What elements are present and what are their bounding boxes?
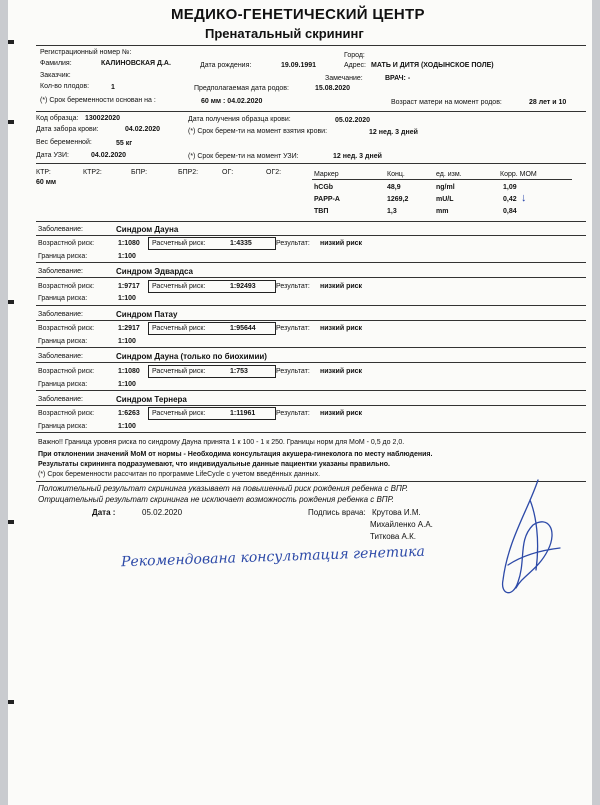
risk-limit-label: Граница риска:: [38, 253, 88, 260]
marker-mom: 0,84: [503, 208, 517, 215]
age-risk-label: Возрастной риск:: [38, 368, 95, 375]
due-date-value: 15.08.2020: [315, 85, 351, 92]
blood-draw-value: 04.02.2020: [125, 126, 161, 133]
marker-unit: mm: [436, 208, 449, 215]
risk-limit-value: 1:100: [118, 253, 136, 260]
fetus-count-label: Кол-во плодов:: [40, 83, 90, 90]
report-title: МЕДИКО-ГЕНЕТИЧЕСКИЙ ЦЕНТР: [171, 6, 425, 23]
ga-basis-value: 60 мм : 04.02.2020: [201, 98, 263, 105]
positive-result-note: Положительный результат скрининга указывает на повышенный риск рождения ребенка с ВПР.: [38, 484, 409, 493]
divider: [36, 277, 586, 278]
unit-header: ед. изм.: [436, 171, 462, 178]
calc-risk-label: Расчетный риск:: [152, 368, 206, 375]
marker-unit: mU/L: [436, 196, 454, 203]
age-risk-label: Возрастной риск:: [38, 325, 95, 332]
weight-value: 55 кг: [116, 140, 133, 147]
age-risk-label: Возрастной риск:: [38, 283, 95, 290]
address-value: МАТЬ И ДИТЯ (ХОДЫНСКОЕ ПОЛЕ): [371, 62, 494, 69]
low-flag-arrow-icon: ↓: [521, 192, 527, 204]
age-risk-value: 1:6263: [118, 410, 140, 417]
disease-label: Заболевание:: [38, 353, 83, 360]
divider: [36, 221, 586, 222]
age-risk-label: Возрастной риск:: [38, 240, 95, 247]
divider: [36, 362, 586, 363]
scan-edge-mark: [8, 40, 14, 44]
disease-name: Синдром Дауна (только по биохимии): [116, 352, 267, 361]
handwritten-recommendation: Рекомендована консультация генетика: [120, 543, 426, 571]
divider: [36, 45, 586, 46]
divider: [36, 305, 586, 306]
risk-limit-value: 1:100: [118, 295, 136, 302]
ktr-value: 60 мм: [36, 179, 57, 186]
bpr-label: БПР:: [131, 169, 148, 176]
calc-risk-label: Расчетный риск:: [152, 410, 206, 417]
sample-code-value: 130022020: [85, 115, 121, 122]
disease-label: Заболевание:: [38, 226, 83, 233]
blood-draw-label: Дата забора крови:: [36, 126, 99, 133]
calc-risk-label: Расчетный риск:: [152, 283, 206, 290]
customer-label: Заказчик:: [40, 72, 71, 79]
divider: [36, 320, 586, 321]
calc-risk-value: 1:753: [230, 368, 248, 375]
remark-label: Замечание:: [325, 75, 363, 82]
disease-label: Заболевание:: [38, 268, 83, 275]
marker-mom: 0,42: [503, 196, 517, 203]
mom-header: Корр. МОМ: [500, 171, 537, 178]
divider: [36, 405, 586, 406]
result-value: низкий риск: [320, 283, 363, 290]
doctor-3: Титкова А.К.: [370, 532, 416, 541]
scan-edge-mark: [8, 520, 14, 524]
negative-result-note: Отрицательный результат скрининга не исключает возможность рождения ребенка с ВПР.: [38, 495, 394, 504]
deviation-note: При отклонении значений МоМ от нормы - Необходима консультация акушера-гинеколога по месту наблюдения.: [38, 451, 433, 458]
risk-limit-label: Граница риска:: [38, 295, 88, 302]
calc-risk-label: Расчетный риск:: [152, 325, 206, 332]
reg-number-label: Регистрационный номер №:: [40, 49, 132, 56]
og-label: ОГ:: [222, 169, 234, 176]
divider: [36, 111, 586, 112]
marker-table-divider: [312, 179, 572, 180]
risk-limit-value: 1:100: [118, 381, 136, 388]
marker-conc: 1269,2: [387, 196, 409, 203]
calc-risk-value: 1:4335: [230, 240, 252, 247]
age-risk-value: 1:9717: [118, 283, 140, 290]
age-risk-value: 1:1080: [118, 368, 140, 375]
date-value: 05.02.2020: [142, 508, 183, 517]
result-value: низкий риск: [320, 240, 363, 247]
doctor-value: ВРАЧ: -: [385, 75, 411, 82]
ga-draw-value: 12 нед. 3 дней: [369, 129, 418, 136]
divider: [36, 163, 586, 164]
ultrasound-date-label: Дата УЗИ:: [36, 152, 69, 159]
risk-limit-value: 1:100: [118, 338, 136, 345]
surname-label: Фамилия:: [40, 60, 72, 67]
doctor-2: Михайленко А.А.: [370, 520, 433, 529]
risk-limit-value: 1:100: [118, 423, 136, 430]
date-label: Дата :: [92, 508, 116, 517]
risk-limit-label: Граница риска:: [38, 338, 88, 345]
calc-risk-value: 1:95644: [230, 325, 256, 332]
sample-code-label: Код образца:: [36, 115, 79, 122]
ktr2-label: КТР2:: [83, 169, 102, 176]
fetus-count-value: 1: [111, 84, 115, 91]
lifecycle-note: (*) Срок беременности рассчитан по программе LifeCycle с учетом введённых данных.: [38, 471, 321, 478]
doctor-1: Крутова И.М.: [372, 508, 421, 517]
weight-label: Вес беременной:: [36, 139, 92, 146]
marker-name: hCGb: [314, 184, 334, 191]
result-label: Результат:: [276, 283, 310, 290]
result-label: Результат:: [276, 368, 310, 375]
age-risk-value: 1:2917: [118, 325, 140, 332]
calc-risk-value: 1:11961: [230, 410, 256, 417]
ultrasound-date-value: 04.02.2020: [91, 152, 127, 159]
accuracy-note: Результаты скрининга подразумевают, что индивидуальные данные пациентки указаны правильно.: [38, 461, 390, 468]
age-risk-value: 1:1080: [118, 240, 140, 247]
divider: [36, 347, 586, 348]
risk-limit-label: Граница риска:: [38, 381, 88, 388]
risk-limit-label: Граница риска:: [38, 423, 88, 430]
sample-received-label: Дата получения образца крови:: [188, 116, 291, 123]
marker-name: PAPP-A: [314, 196, 340, 203]
due-date-label: Предполагаемая дата родов:: [194, 85, 289, 92]
ktr-label: КТР:: [36, 169, 51, 176]
marker-mom: 1,09: [503, 184, 517, 191]
disease-label: Заболевание:: [38, 311, 83, 318]
mother-age-label: Возраст матери на момент родов:: [391, 99, 502, 106]
scan-edge-mark: [8, 700, 14, 704]
marker-name: ТВП: [314, 208, 329, 215]
divider: [36, 390, 586, 391]
important-note: Важно!! Граница уровня риска по синдрому Дауна принята 1 к 100 - 1 к 250. Границы норм для МоМ - 0,5 до 2,0.: [38, 439, 405, 446]
disease-name: Синдром Патау: [116, 310, 178, 319]
mother-age-value: 28 лет и 10: [529, 99, 567, 106]
dob-value: 19.09.1991: [281, 62, 317, 69]
scan-edge-mark: [8, 300, 14, 304]
result-value: низкий риск: [320, 410, 363, 417]
result-value: низкий риск: [320, 368, 363, 375]
surname-value: КАЛИНОВСКАЯ Д.А.: [101, 60, 171, 67]
signature-label: Подпись врача:: [308, 508, 366, 517]
sample-received-value: 05.02.2020: [335, 117, 371, 124]
result-label: Результат:: [276, 410, 310, 417]
doctor-signature-icon: [478, 470, 568, 610]
marker-header: Маркер: [314, 171, 339, 178]
city-label: Город:: [344, 52, 365, 59]
calc-risk-label: Расчетный риск:: [152, 240, 206, 247]
disease-name: Синдром Тернера: [116, 395, 187, 404]
result-value: низкий риск: [320, 325, 363, 332]
ga-us-value: 12 нед. 3 дней: [333, 153, 382, 160]
og2-label: ОГ2:: [266, 169, 282, 176]
result-label: Результат:: [276, 240, 310, 247]
conc-header: Конц.: [387, 171, 405, 178]
marker-unit: ng/ml: [436, 184, 455, 191]
result-label: Результат:: [276, 325, 310, 332]
divider: [36, 432, 586, 433]
scan-edge-mark: [8, 120, 14, 124]
age-risk-label: Возрастной риск:: [38, 410, 95, 417]
ga-us-label: (*) Срок берем-ти на момент УЗИ:: [188, 153, 299, 160]
report-page: [8, 0, 592, 805]
disease-label: Заболевание:: [38, 396, 83, 403]
ga-draw-label: (*) Срок берем-ти на момент взятия крови:: [188, 128, 328, 135]
bpr2-label: БПР2:: [178, 169, 199, 176]
report-subtitle: Пренатальный скрининг: [205, 26, 364, 41]
marker-conc: 48,9: [387, 184, 401, 191]
divider: [36, 262, 586, 263]
divider: [36, 235, 586, 236]
address-label: Адрес:: [344, 62, 366, 69]
marker-conc: 1,3: [387, 208, 397, 215]
disease-name: Синдром Эдвардса: [116, 267, 193, 276]
disease-name: Синдром Дауна: [116, 225, 179, 234]
dob-label: Дата рождения:: [200, 62, 252, 69]
ga-basis-label: (*) Срок беременности основан на :: [40, 97, 156, 104]
calc-risk-value: 1:92493: [230, 283, 256, 290]
